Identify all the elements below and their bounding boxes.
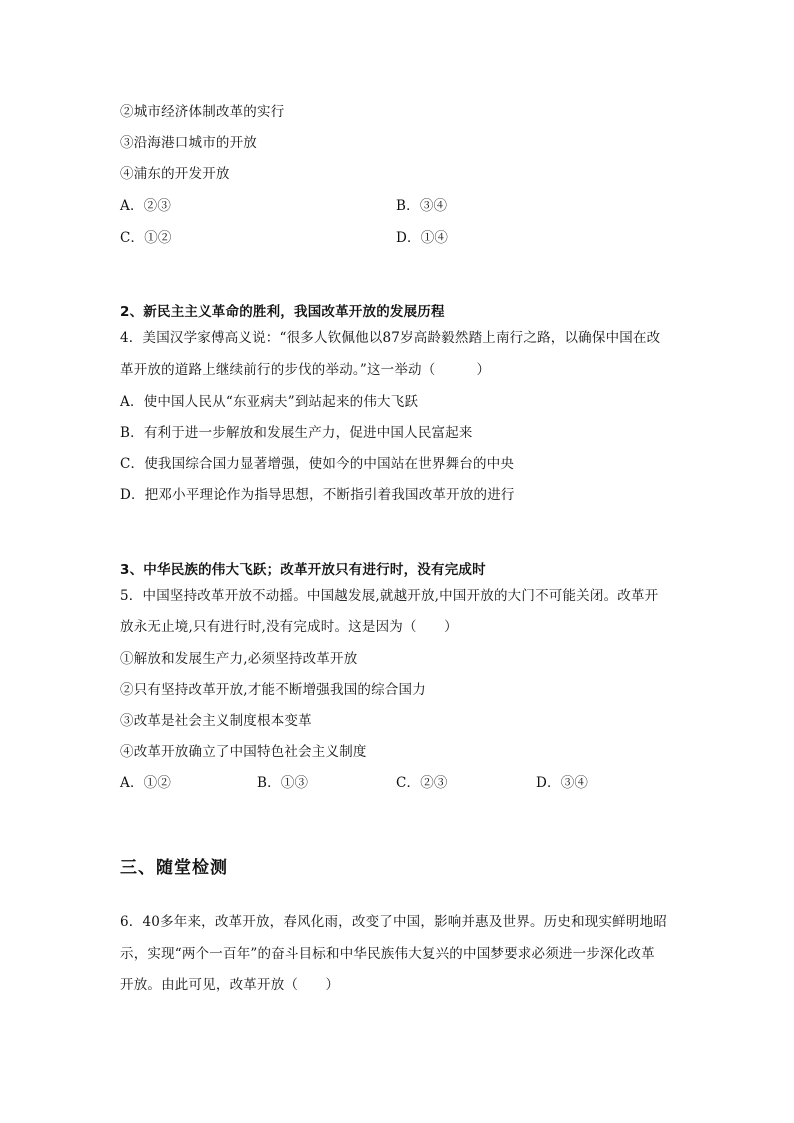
- q3-item-4: ④浦东的开发开放: [120, 166, 230, 182]
- q5-item-1: ①解放和发展生产力,必须坚持改革开放: [120, 651, 358, 667]
- q5-item-2: ②只有坚持改革开放,才能不断增强我国的综合国力: [120, 682, 426, 698]
- q3-option-d: D．①④: [396, 230, 449, 246]
- q5-stem-line-2: 放永无止境,只有进行时,没有完成时。这是因为（ ）: [120, 619, 458, 635]
- q6-stem-line-2: 示，实现“两个一百年”的奋斗目标和中华民族伟大复兴的中国梦要求必须进一步深化改革: [120, 946, 655, 962]
- q3-option-b: B．③④: [396, 198, 448, 214]
- q5-option-b: B．①③: [257, 775, 309, 791]
- q4-stem-line-2: 革开放的道路上继续前行的步伐的举动。”这一举动（ ）: [120, 362, 491, 378]
- section-3-heading: 3、中华民族的伟大飞跃；改革开放只有进行时，没有完成时: [120, 562, 486, 578]
- q3-option-c: C．①②: [120, 230, 172, 246]
- part-3-heading: 三、随堂检测: [120, 858, 228, 878]
- q4-stem-line-1: 4．美国汉学家傅高义说：“很多人钦佩他以87岁高龄毅然踏上南行之路，以确保中国在改: [120, 330, 661, 346]
- q3-option-a: A．②③: [120, 198, 172, 214]
- q6-stem-line-1: 6．40多年来，改革开放，春风化雨，改变了中国，影响并惠及世界。历史和现实鲜明地昭: [120, 914, 667, 930]
- q6-stem-line-3: 开放。由此可见，改革开放（ ）: [120, 977, 340, 993]
- section-2-heading: 2、新民主主义革命的胜利，我国改革开放的发展历程: [120, 304, 445, 320]
- q4-option-b: B．有利于进一步解放和发展生产力，促进中国人民富起来: [120, 425, 473, 441]
- q5-stem-line-1: 5．中国坚持改革开放不动摇。中国越发展,就越开放,中国开放的大门不可能关闭。改革开: [120, 588, 659, 604]
- q3-item-2: ②城市经济体制改革的实行: [120, 104, 285, 120]
- q5-item-4: ④改革开放确立了中国特色社会主义制度: [120, 744, 367, 760]
- q3-item-3: ③沿海港口城市的开放: [120, 135, 257, 151]
- q5-option-d: D．③④: [536, 775, 589, 791]
- q4-option-a: A．使中国人民从“东亚病夫”到站起来的伟大飞跃: [120, 394, 419, 410]
- q5-item-3: ③改革是社会主义制度根本变革: [120, 713, 312, 729]
- q4-option-c: C．使我国综合国力显著增强，使如今的中国站在世界舞台的中央: [120, 456, 515, 472]
- q5-option-a: A．①②: [120, 775, 172, 791]
- q5-option-c: C．②③: [396, 775, 448, 791]
- q4-option-d: D．把邓小平理论作为指导思想，不断指引着我国改革开放的进行: [120, 487, 515, 503]
